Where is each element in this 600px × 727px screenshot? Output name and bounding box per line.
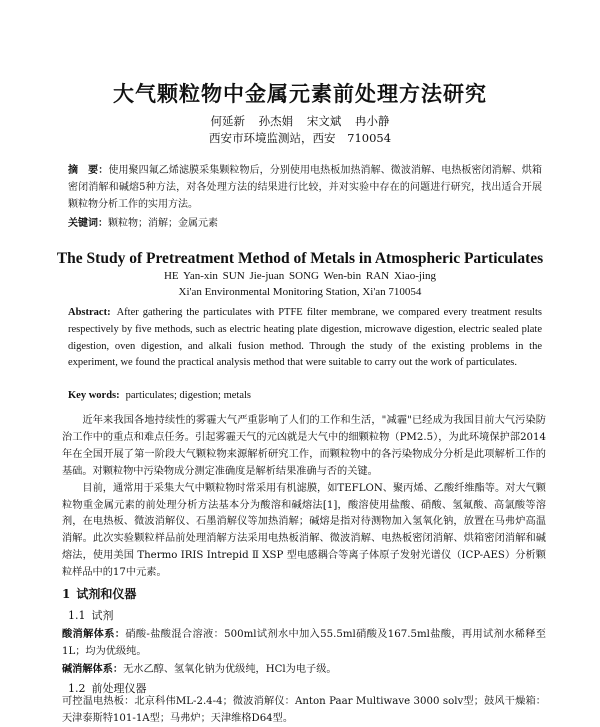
keywords-cn <box>68 216 542 231</box>
reagent-text: 无水乙醇、氢氧化钠为优级纯，HCl为电子级。 <box>123 664 337 675</box>
abstract-en-text: After gathering the particulates with PTFE filter membrane, we compared every treatment results respectively by five methods, such as electric heating plate digestion, microwave digestion, electric sealed plate digestion, oven digestion, and alkali fusion method. Through the study of the existing problems in the experiment, we found the practical analysis method that were suitable to carry out the work of particulates. <box>68 307 542 369</box>
intro-paragraph: 目前，通常用于采集大气中颗粒物时常采用有机滤膜，如TEFLON、聚丙烯、乙酸纤维酯等。对大气颗粒物重金属元素的前处理分析方法基本分为酸溶和碱熔法[1]，酸溶使用盐酸、硝酸、氢氟酸、高氯酸等溶剂，在电热板、微波消解仪、石墨消解仪等加热消解；碱熔是指对待测物加入氢氧化钠，放置在马弗炉高温消解。此次实验颗粒样品前处理消解方法采用电热板消解、微波消解、电热板密闭消解、烘箱密闭消解和碱熔法，使用美国 Thermo IRIS Intrepid Ⅱ XSP 型电感耦合等离子体原子发射光谱仪（ICP-AES）分析颗粒样品中的17中元素。 <box>62 482 546 579</box>
subsection-number: 1.2 <box>68 682 86 695</box>
keywords-en-text: particulates; digestion; metals <box>125 390 252 401</box>
section-title: 试剂和仪器 <box>76 587 137 601</box>
reagent-label: 酸消解体系： <box>62 628 126 640</box>
abstract-cn-label: 摘 要： <box>68 165 109 176</box>
subsection-title: 前处理仪器 <box>91 682 147 695</box>
keywords-en-label: Key words: <box>68 390 120 401</box>
abstract-en-label: Abstract: <box>68 307 111 318</box>
paper-title-cn: 大气颗粒物中金属元素前处理方法研究 <box>113 81 487 106</box>
instrument-paragraph: 可控温电热板：北京科伟ML-2.4-4；微波消解仪：Anton Paar Multiwave 3000 solv型；鼓风干燥箱：天津泰斯特101-1A型；马弗炉；天津维格D64型。 <box>62 696 546 724</box>
subsection-heading-1-1 <box>68 607 114 623</box>
affiliation-en: Xi'an Environmental Monitoring Station, Xi'an 710054 <box>178 286 422 298</box>
section-number: 1 <box>62 587 71 601</box>
authors-en: HE Yan-xin SUN Jie-juan SONG Wen-bin RAN Xiao-jing <box>163 270 436 282</box>
keywords-cn-text: 颗粒物；消解；金属元素 <box>108 218 218 229</box>
keywords-cn-label: 关键词： <box>68 218 108 229</box>
abstract-cn <box>68 162 542 213</box>
authors-cn: 何延新 孙杰娟 宋文斌 冉小静 <box>210 114 390 128</box>
abstract-en <box>68 305 542 372</box>
intro-paragraph: 近年来我国各地持续性的雾霾大气严重影响了人们的工作和生活，"减霾"已经成为我国目前大气污染防治工作中的重点和难点任务。引起雾霾天气的元凶就是大气中的细颗粒物（PM2.5），为此环境保护部2014年在全国开展了第一阶段大气颗粒物来源解析研究工作，而颗粒物中的各污染物成分分析是此项解析工作的基础。对颗粒物中污染物成分测定准确度是解析结果准确与否的关键。 <box>62 415 546 477</box>
paper-title-en: The Study of Pretreatment Method of Metals in Atmospheric Particulates <box>56 250 544 267</box>
reagent-label: 碱消解体系： <box>62 663 124 675</box>
affiliation-cn: 西安市环境监测站，西安 710054 <box>208 131 392 145</box>
subsection-title: 试剂 <box>91 609 114 622</box>
section-heading-1 <box>62 585 136 602</box>
reagent-paragraph-acid <box>62 626 546 660</box>
abstract-cn-text: 使用聚四氟乙烯滤膜采集颗粒物后，分别使用电热板加热消解、微波消解、电热板密闭消解、烘箱密闭消解和碱熔5种方法，对各处理方法的结果进行比较，并对实验中存在的问题进行研究，找出适合开展颗粒物分析工作的实用方法。 <box>68 165 543 210</box>
reagent-text: 硝酸-盐酸混合溶液：500ml试剂水中加入55.5ml硝酸及167.5ml盐酸，再用试剂水稀释至1L；均为优级纯。 <box>62 629 546 657</box>
keywords-en <box>68 388 542 403</box>
subsection-number: 1.1 <box>68 609 86 622</box>
introduction <box>62 413 546 582</box>
reagent-paragraph-alkali <box>62 661 546 679</box>
